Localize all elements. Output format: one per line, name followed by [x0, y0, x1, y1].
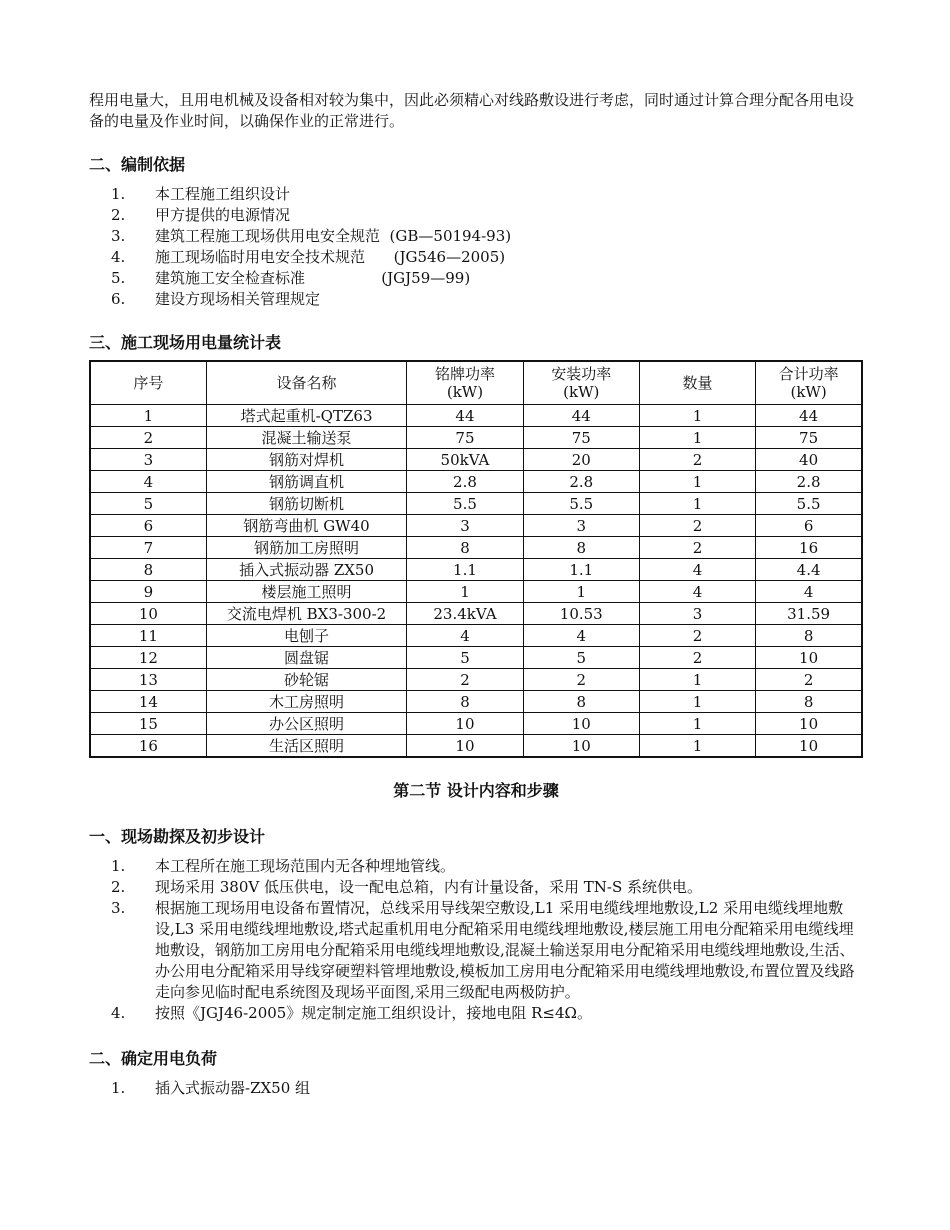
item-text: 本工程施工组织设计: [155, 185, 291, 203]
stats-heading: 三、施工现场用电量统计表: [89, 333, 282, 352]
table-cell: 插入式振动器 ZX50: [206, 559, 407, 581]
table-cell: 13: [90, 669, 206, 691]
table-cell: 14: [90, 691, 206, 713]
table-cell: 生活区照明: [206, 735, 407, 758]
table-cell: 2.8: [756, 471, 862, 493]
list-item: [89, 289, 863, 310]
item-number: 4.: [111, 248, 126, 266]
table-row: [90, 625, 862, 647]
item-text: 本工程所在施工现场范围内无各种埋地管线。: [155, 857, 456, 875]
table-cell: 8: [523, 537, 639, 559]
table-body: [90, 405, 862, 758]
list-item: [89, 268, 863, 289]
list-item: [89, 1003, 863, 1024]
table-cell: 5.5: [756, 493, 862, 515]
survey-heading: 一、现场勘探及初步设计: [89, 827, 266, 846]
table-cell: 1: [639, 471, 755, 493]
table-cell: 钢筋加工房照明: [206, 537, 407, 559]
table-cell: 电刨子: [206, 625, 407, 647]
table-cell: 75: [523, 427, 639, 449]
item-text: 根据施工现场用电设备布置情况，总线采用导线架空敷设,L1 采用电缆线埋地敷设,L2 采用电缆线埋地敷设,L3 采用电缆线埋地敷设,塔式起重机用电分配箱采用电缆线埋地敷设,楼层施工用电分配箱采用电缆线埋地敷设，钢筋加工房用电分配箱采用电缆线埋地敷设,混凝土输送泵用电分配箱采用电缆线埋地敷设,生活、办公用电分配箱采用导线穿硬塑料管埋地敷设,模板加工房用电分配箱采用电缆线埋地敷设,布置位置及线路走向参见临时配电系统图及现场平面图,采用三级配电两极防护。: [155, 899, 855, 1001]
table-cell: 2: [639, 515, 755, 537]
table-cell: 23.4kVA: [407, 603, 523, 625]
item-number: 3.: [111, 227, 126, 245]
table-row: [90, 691, 862, 713]
table-cell: 3: [639, 603, 755, 625]
power-stats-table: [89, 360, 863, 758]
table-cell: 钢筋对焊机: [206, 449, 407, 471]
stats-section: [89, 332, 863, 758]
table-cell: 1: [407, 581, 523, 603]
document-page: [89, 90, 863, 1099]
table-cell: 2: [90, 427, 206, 449]
table-header-row: [90, 361, 862, 405]
table-cell: 木工房照明: [206, 691, 407, 713]
intro-paragraph: 程用电量大，且用电机械及设备相对较为集中，因此必须精心对线路敷设进行考虑，同时通过计算合理分配各用电设备的电量及作业时间，以确保作业的正常进行。: [89, 91, 855, 130]
section-title: 第二节 设计内容和步骤: [393, 781, 559, 800]
table-cell: 混凝土输送泵: [206, 427, 407, 449]
table-cell: 15: [90, 713, 206, 735]
list-item: [89, 877, 863, 898]
survey-section: [89, 826, 863, 1024]
survey-list: [89, 856, 863, 1024]
table-cell: 44: [523, 405, 639, 427]
item-number: 1.: [111, 857, 126, 875]
table-cell: 1: [639, 713, 755, 735]
table-cell: 4: [523, 625, 639, 647]
basis-list: [89, 184, 863, 310]
table-cell: 5: [90, 493, 206, 515]
table-cell: 8: [407, 691, 523, 713]
table-cell: 4: [90, 471, 206, 493]
list-item: [89, 247, 863, 268]
table-cell: 楼层施工照明: [206, 581, 407, 603]
table-cell: 7: [90, 537, 206, 559]
table-row: [90, 559, 862, 581]
table-row: [90, 471, 862, 493]
list-item: [89, 205, 863, 226]
item-text: 建筑工程施工现场供用电安全规范 (GB—50194-93): [155, 227, 512, 245]
table-row: [90, 581, 862, 603]
table-row: [90, 735, 862, 758]
item-text: 甲方提供的电源情况: [155, 206, 291, 224]
table-cell: 9: [90, 581, 206, 603]
table-cell: 10: [756, 647, 862, 669]
table-row: [90, 449, 862, 471]
table-cell: 31.59: [756, 603, 862, 625]
table-row: [90, 647, 862, 669]
table-cell: 16: [756, 537, 862, 559]
table-cell: 5.5: [407, 493, 523, 515]
table-cell: 2: [523, 669, 639, 691]
table-cell: 1: [639, 669, 755, 691]
table-cell: 2: [639, 647, 755, 669]
table-cell: 2: [756, 669, 862, 691]
table-cell: 11: [90, 625, 206, 647]
table-cell: 75: [407, 427, 523, 449]
table-cell: 1: [639, 493, 755, 515]
table-row: [90, 515, 862, 537]
table-row: [90, 713, 862, 735]
item-text: 按照《JGJ46-2005》规定制定施工组织设计，接地电阻 R≤4Ω。: [155, 1004, 592, 1022]
item-text: 施工现场临时用电安全技术规范 (JG546—2005): [155, 248, 506, 266]
table-cell: 2: [407, 669, 523, 691]
column-header: 序号: [90, 361, 206, 405]
list-item: [89, 184, 863, 205]
table-row: [90, 537, 862, 559]
table-cell: 办公区照明: [206, 713, 407, 735]
table-cell: 1: [639, 427, 755, 449]
basis-section: [89, 154, 863, 310]
table-cell: 1: [639, 735, 755, 758]
table-cell: 4: [407, 625, 523, 647]
table-cell: 8: [90, 559, 206, 581]
item-text: 建筑施工安全检查标准 (JGJ59—99): [155, 269, 471, 287]
table-cell: 3: [523, 515, 639, 537]
list-item: [89, 1078, 863, 1099]
table-cell: 5.5: [523, 493, 639, 515]
list-item: [89, 856, 863, 877]
item-number: 6.: [111, 290, 126, 308]
table-cell: 5: [407, 647, 523, 669]
table-row: [90, 669, 862, 691]
table-cell: 4: [756, 581, 862, 603]
table-row: [90, 405, 862, 427]
table-cell: 5: [523, 647, 639, 669]
item-number: 2.: [111, 878, 126, 896]
table-cell: 16: [90, 735, 206, 758]
item-number: 2.: [111, 206, 126, 224]
table-cell: 圆盘锯: [206, 647, 407, 669]
table-cell: 塔式起重机-QTZ63: [206, 405, 407, 427]
item-number: 4.: [111, 1004, 126, 1022]
item-text: 建设方现场相关管理规定: [155, 290, 321, 308]
column-header: 数量: [639, 361, 755, 405]
item-number: 5.: [111, 269, 126, 287]
table-cell: 2: [639, 449, 755, 471]
table-row: [90, 603, 862, 625]
table-cell: 1.1: [407, 559, 523, 581]
table-cell: 3: [90, 449, 206, 471]
load-list: [89, 1078, 863, 1099]
table-cell: 2: [639, 537, 755, 559]
table-row: [90, 427, 862, 449]
table-row: [90, 493, 862, 515]
table-cell: 4: [639, 559, 755, 581]
table-cell: 钢筋切断机: [206, 493, 407, 515]
table-cell: 75: [756, 427, 862, 449]
table-cell: 1: [639, 691, 755, 713]
column-header: 设备名称: [206, 361, 407, 405]
item-text: 插入式振动器-ZX50 组: [155, 1079, 311, 1097]
table-cell: 44: [407, 405, 523, 427]
table-cell: 4: [639, 581, 755, 603]
table-cell: 10: [407, 713, 523, 735]
table-cell: 1: [90, 405, 206, 427]
basis-heading: 二、编制依据: [89, 155, 186, 174]
table-cell: 1.1: [523, 559, 639, 581]
table-cell: 44: [756, 405, 862, 427]
table-cell: 钢筋弯曲机 GW40: [206, 515, 407, 537]
table-cell: 2: [639, 625, 755, 647]
table-cell: 8: [756, 691, 862, 713]
table-cell: 10: [523, 735, 639, 758]
table-cell: 1: [639, 405, 755, 427]
table-cell: 40: [756, 449, 862, 471]
column-header: 铭牌功率 (kW): [407, 361, 523, 405]
table-cell: 3: [407, 515, 523, 537]
table-cell: 10.53: [523, 603, 639, 625]
item-number: 3.: [111, 899, 126, 917]
item-number: 1.: [111, 185, 126, 203]
table-cell: 10: [90, 603, 206, 625]
table-cell: 10: [407, 735, 523, 758]
table-cell: 6: [756, 515, 862, 537]
table-cell: 8: [523, 691, 639, 713]
table-cell: 2.8: [523, 471, 639, 493]
table-cell: 12: [90, 647, 206, 669]
table-cell: 4.4: [756, 559, 862, 581]
table-cell: 20: [523, 449, 639, 471]
load-section: [89, 1048, 863, 1099]
list-item: [89, 226, 863, 247]
table-cell: 10: [756, 713, 862, 735]
table-cell: 钢筋调直机: [206, 471, 407, 493]
column-header: 安装功率 (kW): [523, 361, 639, 405]
column-header: 合计功率 (kW): [756, 361, 862, 405]
table-cell: 10: [523, 713, 639, 735]
list-item: [89, 898, 863, 1003]
table-cell: 10: [756, 735, 862, 758]
table-cell: 1: [523, 581, 639, 603]
table-cell: 8: [756, 625, 862, 647]
table-cell: 6: [90, 515, 206, 537]
table-cell: 交流电焊机 BX3-300-2: [206, 603, 407, 625]
load-heading: 二、确定用电负荷: [89, 1049, 218, 1068]
table-cell: 2.8: [407, 471, 523, 493]
table-cell: 50kVA: [407, 449, 523, 471]
item-text: 现场采用 380V 低压供电，设一配电总箱，内有计量设备，采用 TN-S 系统供电。: [155, 878, 703, 896]
table-cell: 8: [407, 537, 523, 559]
table-cell: 砂轮锯: [206, 669, 407, 691]
item-number: 1.: [111, 1079, 126, 1097]
